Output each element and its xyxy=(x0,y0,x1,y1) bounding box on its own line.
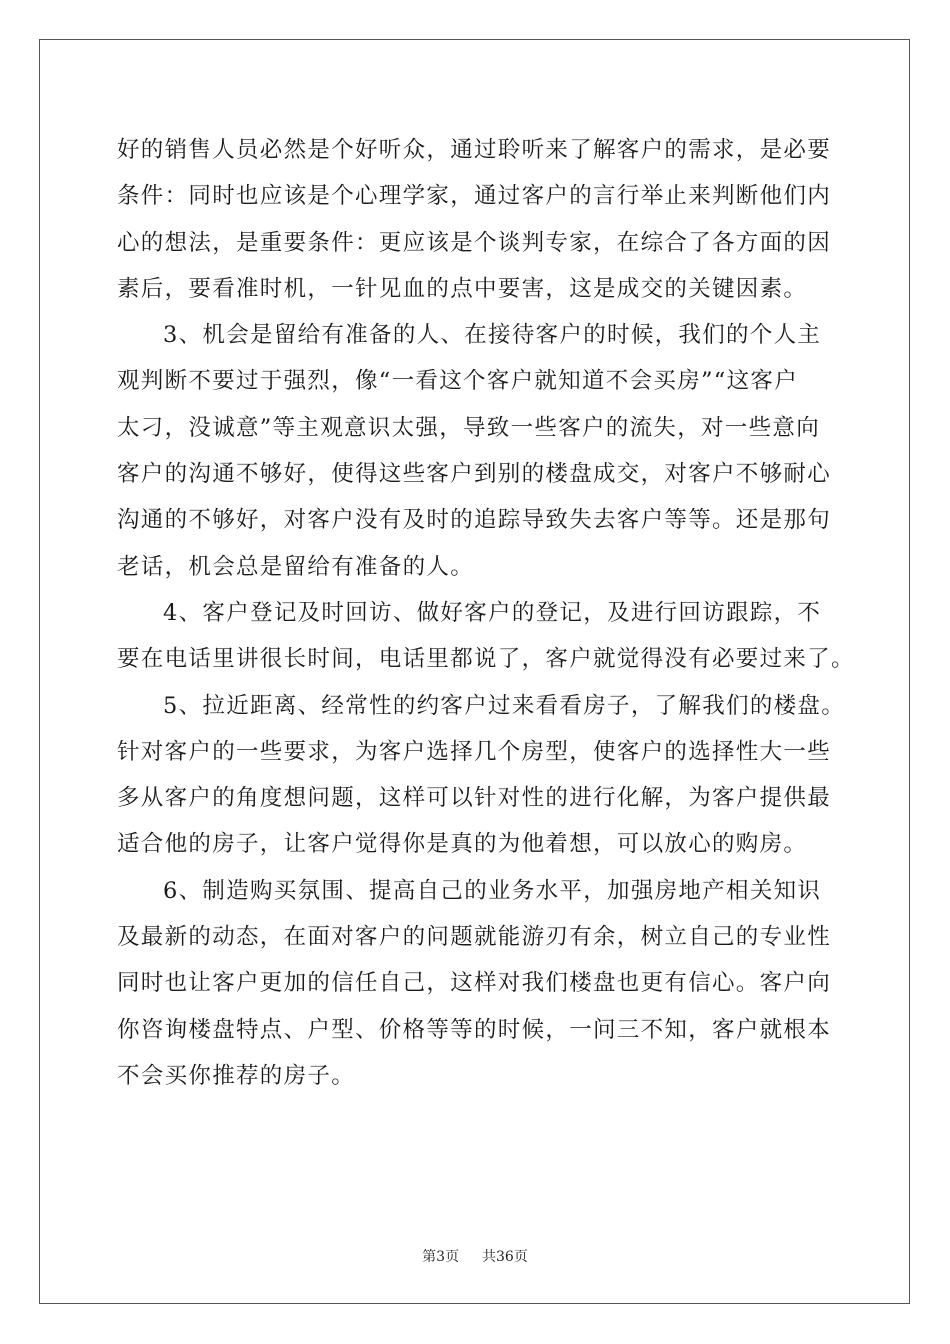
text-line: 3、机会是留给有准备的人、在接待客户的时候，我们的个人主 xyxy=(163,322,822,349)
text-line: 及最新的动态，在面对客户的问题就能游刃有余，树立自己的专业性 xyxy=(117,924,832,951)
text-line: 同时也让客户更加的信任自己，这样对我们楼盘也更有信心。客户向 xyxy=(117,970,832,997)
text-line: 适合他的房子，让客户觉得你是真的为他着想，可以放心的购房。 xyxy=(117,831,808,858)
text-line: 客户的沟通不够好，使得这些客户到别的楼盘成交，对客户不够耐心 xyxy=(117,461,832,488)
text-line: 你咨询楼盘特点、户型、价格等等的时候，一问三不知，客户就根本 xyxy=(117,1016,832,1043)
page-footer xyxy=(0,1248,950,1266)
text-line: 条件：同时也应该是个心理学家，通过客户的言行举止来判断他们内 xyxy=(117,183,832,210)
text-line: 观判断不要过于强烈，像“一看这个客户就知道不会买房”“这客户 xyxy=(117,368,799,395)
text-line: 素后，要看准时机，一针见血的点中要害，这是成交的关键因素。 xyxy=(117,275,808,302)
page-number: 第3页 xyxy=(422,1249,460,1265)
text-line: 5、拉近距离、经常性的约客户过来看看房子，了解我们的楼盘。 xyxy=(163,692,846,719)
text-line: 太刁，没诚意”等主观意识太强，导致一些客户的流失，对一些意向 xyxy=(117,414,821,441)
text-line: 心的想法，是重要条件：更应该是个谈判专家，在综合了各方面的因 xyxy=(117,229,832,256)
text-line: 6、制造购买氛围、提高自己的业务水平，加强房地产相关知识 xyxy=(163,877,822,904)
page-total: 共36页 xyxy=(482,1249,528,1265)
text-line: 不会买你推荐的房子。 xyxy=(117,1062,356,1089)
document-body xyxy=(117,127,855,1099)
text-line: 多从客户的角度想问题，这样可以针对性的进行化解，为客户提供最 xyxy=(117,785,832,812)
text-line: 沟通的不够好，对客户没有及时的追踪导致失去客户等等。还是那句 xyxy=(117,507,832,534)
text-line: 要在电话里讲很长时间，电话里都说了，客户就觉得没有必要过来了。 xyxy=(117,646,855,673)
text-line: 老话，机会总是留给有准备的人。 xyxy=(117,553,475,580)
text-line: 4、客户登记及时回访、做好客户的登记，及进行回访跟踪，不 xyxy=(163,599,822,626)
text-line: 针对客户的一些要求，为客户选择几个房型，使客户的选择性大一些 xyxy=(117,738,832,765)
text-line: 好的销售人员必然是个好听众，通过聆听来了解客户的需求，是必要 xyxy=(117,137,832,163)
